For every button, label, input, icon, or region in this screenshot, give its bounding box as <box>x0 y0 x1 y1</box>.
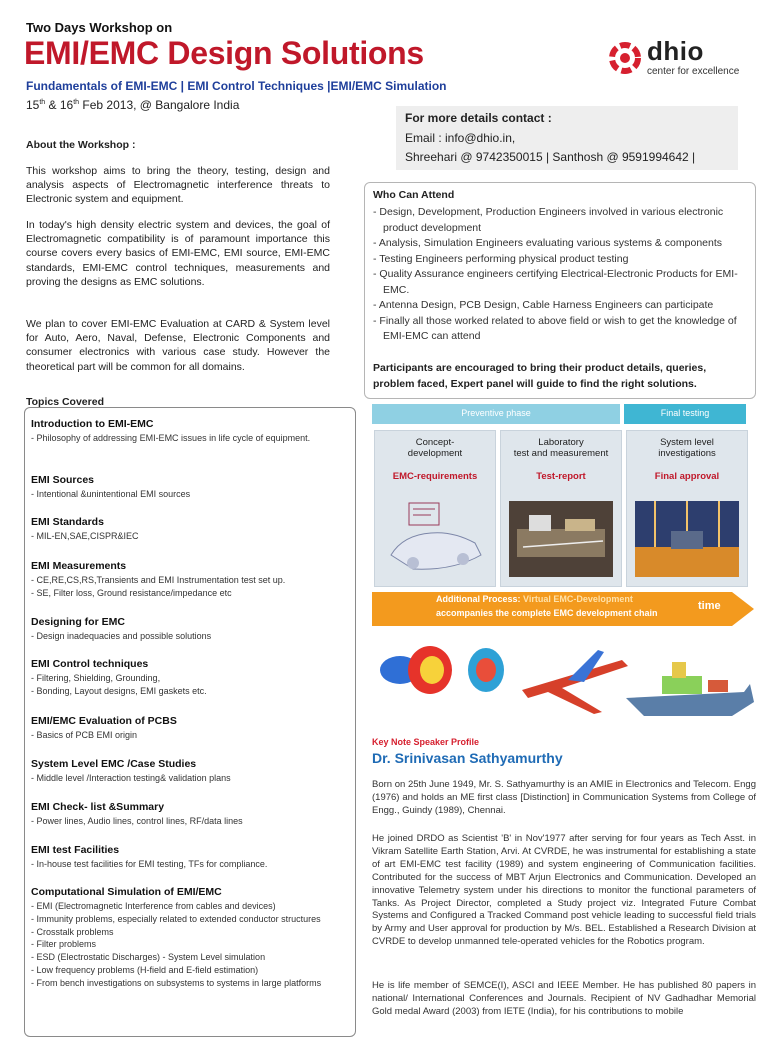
topic-item: - SE, Filter loss, Ground resistance/impedance etc <box>31 587 232 598</box>
topics-heading: Topics Covered <box>26 396 104 408</box>
topic-item: - Philosophy of addressing EMI-EMC issues in life cycle of equipment. <box>31 433 311 443</box>
list-item: - Antenna Design, PCB Design, Cable Harness Engineers can participate <box>373 299 714 311</box>
preventive-phase-label: Preventive phase <box>461 408 531 418</box>
antenna-field-icon <box>380 646 504 694</box>
topic-title: System Level EMC /Case Studies <box>31 758 197 770</box>
stage-title: System level investigations <box>658 437 716 459</box>
topic-item: - In-house test facilities for EMI testing, TFs for compliance. <box>31 859 268 869</box>
topic-item: - Bonding, Layout designs, EMI gaskets etc. <box>31 685 207 696</box>
topic-title: EMI Check- list &Summary <box>31 801 165 813</box>
stage-system-level <box>626 430 748 587</box>
speaker-bio-2: He joined DRDO as Scientist 'B' in Nov'1977 after serving for four years as Tech Asst. in Vikram Satellite Earth Station, Arvi. At CVRDE, he was instrumental for establishing a state of art EMI-EMC test facility (1989) and system engineering of Communication facilities. Contributed for the success of MBT Arjun Electronics and Communication. Developed an innovative Telemetry system under his directions to monitor the functional parameters of Tanks. As Project Director, completed a Study project viz. Integrated Future Combat Systems and Configured a Tracked Command post vehicle leading to successful field trials by Army and User approval for production by M/s. BEL. Established a Research Division at CVRDE to develop unmanned tele-operated vehicles for the Robotics program. <box>372 833 756 948</box>
topic-item: - Intentional &unintentional EMI sources <box>31 489 191 499</box>
topics-box <box>24 407 356 1037</box>
date-day1: 15 <box>26 98 40 112</box>
topic-item: - EMI (Electromagnetic Interference from cables and devices) <box>31 901 276 911</box>
topic-item: - Filtering, Shielding, Grounding, <box>31 673 161 683</box>
about-heading: About the Workshop : <box>26 139 136 151</box>
topic-title: EMI Standards <box>31 516 104 528</box>
speaker-bio-3: He is life member of SEMCE(I), ASCI and IEEE Member. He has published 80 papers in national/ International Conferences and Journals. Recipient of NV Gadhadhar Memorial Gold medal Award (2003) from IETE (India), for his contributions to mobile <box>372 980 756 1017</box>
who-can-attend-box <box>364 182 756 399</box>
topic-item: - ESD (Electrostatic Discharges) - System Level simulation <box>31 952 266 963</box>
stage-result: EMC-requirements <box>392 471 478 482</box>
topic-section <box>31 658 351 698</box>
topic-title: EMI Control techniques <box>31 658 149 670</box>
stage-title: Laboratory test and measurement <box>513 437 609 459</box>
topic-title: EMI Sources <box>31 474 95 486</box>
about-paragraph-1: This workshop aims to bring the theory, testing, design and analysis aspects of Electromagnetic interference threats to Electronic system and equipment. <box>26 165 330 206</box>
list-item: - Design, Development, Production Engineers involved in various electronic product development <box>373 206 724 234</box>
topic-section <box>31 801 351 828</box>
date-suffix2: th <box>73 99 80 106</box>
logo-name: dhio <box>647 36 704 66</box>
aircraft-simulation-icon <box>522 650 628 714</box>
date-day2: & 16 <box>45 98 74 112</box>
list-item: - Analysis, Simulation Engineers evaluating various systems & components <box>373 237 723 249</box>
keynote-label: Key Note Speaker Profile <box>372 737 480 747</box>
topic-section <box>31 886 351 990</box>
event-date <box>26 98 239 112</box>
topic-section <box>31 516 351 543</box>
stage-result: Final approval <box>654 471 720 482</box>
logo-tagline: center for excellence <box>647 66 740 77</box>
topic-item: - Basics of PCB EMI origin <box>31 730 138 740</box>
topic-item: - From bench investigations on subsystems to systems in large platforms <box>31 977 322 988</box>
contact-box <box>396 106 738 170</box>
topic-item: - Middle level /Interaction testing& validation plans <box>31 773 231 783</box>
topic-section <box>31 715 351 742</box>
dhio-logo-icon <box>607 40 643 76</box>
anechoic-chamber-icon <box>635 501 739 577</box>
topic-section <box>31 418 351 445</box>
ship-simulation-icon <box>626 662 754 716</box>
dhio-logo <box>607 36 747 80</box>
topic-item: - CE,RE,CS,RS,Transients and EMI Instrumentation test set up. <box>31 575 286 585</box>
pre-title: Two Days Workshop on <box>26 20 173 35</box>
topic-title: EMI test Facilities <box>31 844 120 856</box>
arrow-time-label: time <box>698 600 721 612</box>
topic-item: - Low frequency problems (H-field and E-field estimation) <box>31 964 259 975</box>
topic-title: Designing for EMC <box>31 616 125 628</box>
about-paragraph-2: In today's high density electric system and devices, the goal of Electromagnetic compatibility is of paramount importance this course covers every basics of EMI-EMC, EMI source, EMI-EMC standards, EMI-EMC control techniques, measurements and proving the designs as EMC solutions. <box>26 219 330 288</box>
topic-item: - Crosstalk problems <box>31 926 114 937</box>
stage-result: Test-report <box>536 471 586 482</box>
simulation-images <box>372 640 756 720</box>
subtitle: Fundamentals of EMI-EMC | EMI Control Techniques |EMI/EMC Simulation <box>26 79 447 93</box>
list-item: - Finally all those worked related to above field or wish to get the knowledge of EMI-EMC can attend <box>373 314 737 342</box>
date-suffix1: th <box>39 99 46 106</box>
topic-section <box>31 560 351 600</box>
car-cad-icon <box>383 499 487 579</box>
who-list <box>373 205 753 345</box>
speaker-bio-1: Born on 25th June 1949, Mr. S. Sathyamurthy is an AMIE in Electronics and Telecom. Engg (1976) and holds an ME first class [Distinction] in Communication Systems from College of Engg., Guindy (1989), Chennai. <box>372 779 756 816</box>
speaker-name: Dr. Srinivasan Sathyamurthy <box>372 750 563 766</box>
arrow-prefix: Additional Process: <box>436 594 524 604</box>
arrow-text-line2: accompanies the complete EMC development chain <box>436 608 658 618</box>
contact-phones: Shreehari @ 9742350015 | Santhosh @ 9591994642 | <box>405 150 696 164</box>
topic-title: EMI/EMC Evaluation of PCBS <box>31 715 177 727</box>
about-paragraph-3: We plan to cover EMI-EMC Evaluation at CARD & System level for Auto, Aero, Naval, Defense, Electronic Components and consumer electronics with various case study. However the theoretical part will be common for all domains. <box>26 318 330 373</box>
topic-title: EMI Measurements <box>31 560 127 572</box>
arrow-text-line1 <box>436 594 633 604</box>
topic-title: Computational Simulation of EMI/EMC <box>31 886 222 898</box>
participants-note: Participants are encouraged to bring their product details, queries, problem faced, Expert panel will guide to find the right solutions. <box>373 362 707 390</box>
page-title: EMI/EMC Design Solutions <box>24 35 424 71</box>
stage-title: Concept- development <box>407 437 463 459</box>
stage-concept <box>374 430 496 587</box>
final-testing-label: Final testing <box>660 408 710 418</box>
topic-section <box>31 758 351 785</box>
list-item: - Testing Engineers performing physical product testing <box>373 252 629 265</box>
arrow-highlight: Virtual EMC-Development <box>523 594 633 604</box>
topic-item: - Design inadequacies and possible solutions <box>31 631 212 641</box>
topic-item: - MIL-EN,SAE,CISPR&IEC <box>31 531 139 541</box>
topic-section <box>31 844 351 871</box>
topic-item: - Power lines, Audio lines, control lines, RF/data lines <box>31 816 243 826</box>
who-heading: Who Can Attend <box>373 189 455 201</box>
topic-section <box>31 474 351 501</box>
emc-process-diagram <box>372 404 756 628</box>
topic-title: Introduction to EMI-EMC <box>31 418 154 430</box>
stage-laboratory <box>500 430 622 587</box>
lab-setup-icon <box>509 501 613 577</box>
topic-item: - Immunity problems, especially related to extended conductor structures <box>31 913 321 924</box>
topic-section <box>31 616 351 643</box>
contact-heading: For more details contact : <box>405 111 552 125</box>
list-item: - Quality Assurance engineers certifying Electrical-Electronic Products for EMI-EMC. <box>373 268 738 296</box>
date-rest: Feb 2013, @ Bangalore India <box>79 98 240 112</box>
contact-email[interactable]: Email : info@dhio.in, <box>405 131 516 145</box>
topic-item: - Filter problems <box>31 939 97 950</box>
